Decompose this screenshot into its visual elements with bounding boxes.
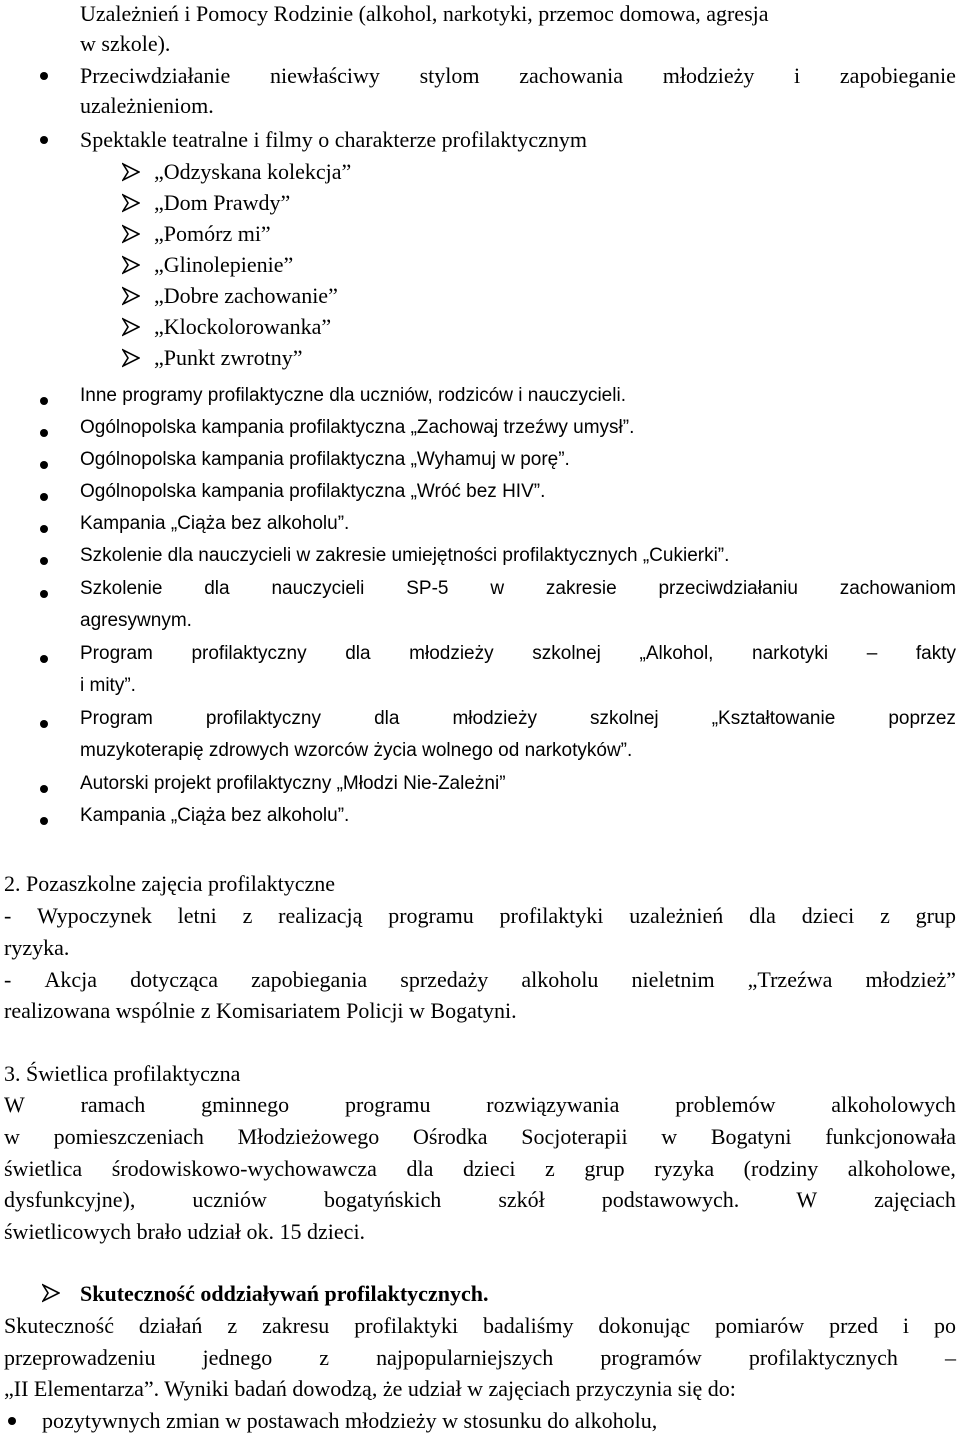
paragraph-line: - Akcja dotycząca zapobiegania sprzedaży alkoholu nieletnim „Trzeźwa młodzież” (4, 967, 956, 992)
paragraph-line: realizowana wspólnie z Komisariatem Policji w Bogatyni. (4, 998, 517, 1023)
list-item: Szkolenie dla nauczycieli SP-5 w zakresie przeciwdziałaniu zachowaniom (80, 578, 956, 599)
sub-list-item: „Odzyskana kolekcja” (154, 159, 352, 184)
paragraph-line: przeprowadzeniu jednego z najpopularniejszych programów profilaktycznych – (4, 1345, 956, 1370)
list-item: Program profilaktyczny dla młodzieży szkolnej „Kształtowanie poprzez (80, 708, 956, 729)
arrow-bullet-icon (122, 255, 140, 275)
bullet-icon (40, 493, 48, 501)
bullet-icon (40, 397, 48, 405)
effectiveness-heading: Skuteczność oddziaływań profilaktycznych. (80, 1281, 489, 1306)
sub-list-item: „Pomórz mi” (154, 221, 271, 246)
bullet-icon (40, 429, 48, 437)
list-item: Inne programy profilaktyczne dla uczniów, rodziców i nauczycieli. (80, 385, 626, 406)
paragraph-line: dysfunkcyjne), uczniów bogatyńskich szkół podstawowych. W zajęciach (4, 1187, 956, 1212)
section-heading (4, 868, 335, 900)
sub-list-item: „Dom Prawdy” (154, 190, 291, 215)
bullet-icon (40, 136, 48, 144)
list-item: Kampania „Ciąża bez alkoholu”. (80, 805, 350, 826)
paragraph-line: W ramach gminnego programu rozwiązywania problemów alkoholowych (4, 1092, 956, 1117)
list-item: Ogólnopolska kampania profilaktyczna „Wyhamuj w porę”. (80, 449, 570, 470)
list-item: Ogólnopolska kampania profilaktyczna „Wróć bez HIV”. (80, 481, 546, 502)
sub-list-item: „Glinolepienie” (154, 252, 294, 277)
section-number: 2. (4, 871, 21, 896)
bullet-icon (40, 655, 48, 663)
paragraph-line: Skuteczność działań z zakresu profilaktyki badaliśmy dokonując pomiarów przed i po (4, 1313, 956, 1338)
list-item: Szkolenie dla nauczycieli w zakresie umiejętności profilaktycznych „Cukierki”. (80, 545, 730, 566)
intro-line: Uzależnień i Pomocy Rodzinie (alkohol, narkotyki, przemoc domowa, agresja (80, 1, 769, 26)
arrow-bullet-icon (122, 224, 140, 244)
section-title: Świetlica profilaktyczna (26, 1061, 241, 1086)
arrow-bullet-icon (122, 193, 140, 213)
arrow-bullet-icon (122, 348, 140, 368)
sub-list-item: „Dobre zachowanie” (154, 283, 338, 308)
paragraph-line: świetlica środowiskowo-wychowawcza dla dzieci z grup ryzyka (rodziny alkoholowe, (4, 1156, 956, 1181)
intro-line: w szkole). (80, 31, 171, 56)
sub-list-item: „Punkt zwrotny” (154, 345, 303, 370)
bullet-icon (40, 525, 48, 533)
paragraph-line: ryzyka. (4, 935, 70, 960)
arrow-bullet-icon (122, 317, 140, 337)
list-item-continuation: agresywnym. (80, 610, 192, 631)
list-item: Kampania „Ciąża bez alkoholu”. (80, 513, 350, 534)
sub-list-item: „Klockolorowanka” (154, 314, 332, 339)
paragraph-line: świetlicowych brało udział ok. 15 dzieci. (4, 1219, 366, 1244)
bullet-icon (8, 1417, 16, 1425)
list-item: Ogólnopolska kampania profilaktyczna „Zachowaj trzeźwy umysł”. (80, 417, 635, 438)
arrow-bullet-icon (122, 286, 140, 306)
paragraph-line: „II Elementarza”. Wyniki badań dowodzą, że udział w zajęciach przyczynia się do: (4, 1376, 736, 1401)
bullet-icon (40, 720, 48, 728)
bullet-icon (40, 461, 48, 469)
bullet-icon (40, 557, 48, 565)
bullet-icon (40, 817, 48, 825)
arrow-bullet-icon (122, 162, 140, 182)
list-item: Spektakle teatralne i filmy o charakterze profilaktycznym (80, 127, 587, 152)
bullet-icon (40, 590, 48, 598)
list-item: Autorski projekt profilaktyczny „Młodzi Nie-Zależni” (80, 773, 506, 794)
section-title: Pozaszkolne zajęcia profilaktyczne (26, 871, 336, 896)
paragraph-line: - Wypoczynek letni z realizacją programu profilaktyki uzależnień dla dzieci z grup (4, 903, 956, 928)
paragraph-line: w pomieszczeniach Młodzieżowego Ośrodka Socjoterapii w Bogatyni funkcjonowała (4, 1124, 956, 1149)
list-item: pozytywnych zmian w postawach młodzieży w stosunku do alkoholu, (42, 1408, 658, 1433)
list-item: Program profilaktyczny dla młodzieży szkolnej „Alkohol, narkotyki – fakty (80, 643, 956, 664)
arrow-bullet-icon (42, 1283, 60, 1303)
list-item-continuation: i mity”. (80, 675, 136, 696)
list-item: Przeciwdziałanie niewłaściwy stylom zachowania młodzieży i zapobieganie (80, 63, 956, 88)
list-item-continuation: uzależnieniom. (80, 93, 214, 118)
section-number: 3. (4, 1061, 21, 1086)
list-item-continuation: muzykoterapię zdrowych wzorców życia wolnego od narkotyków”. (80, 740, 633, 761)
bullet-icon (40, 72, 48, 80)
bullet-icon (40, 785, 48, 793)
section-heading (4, 1058, 240, 1090)
